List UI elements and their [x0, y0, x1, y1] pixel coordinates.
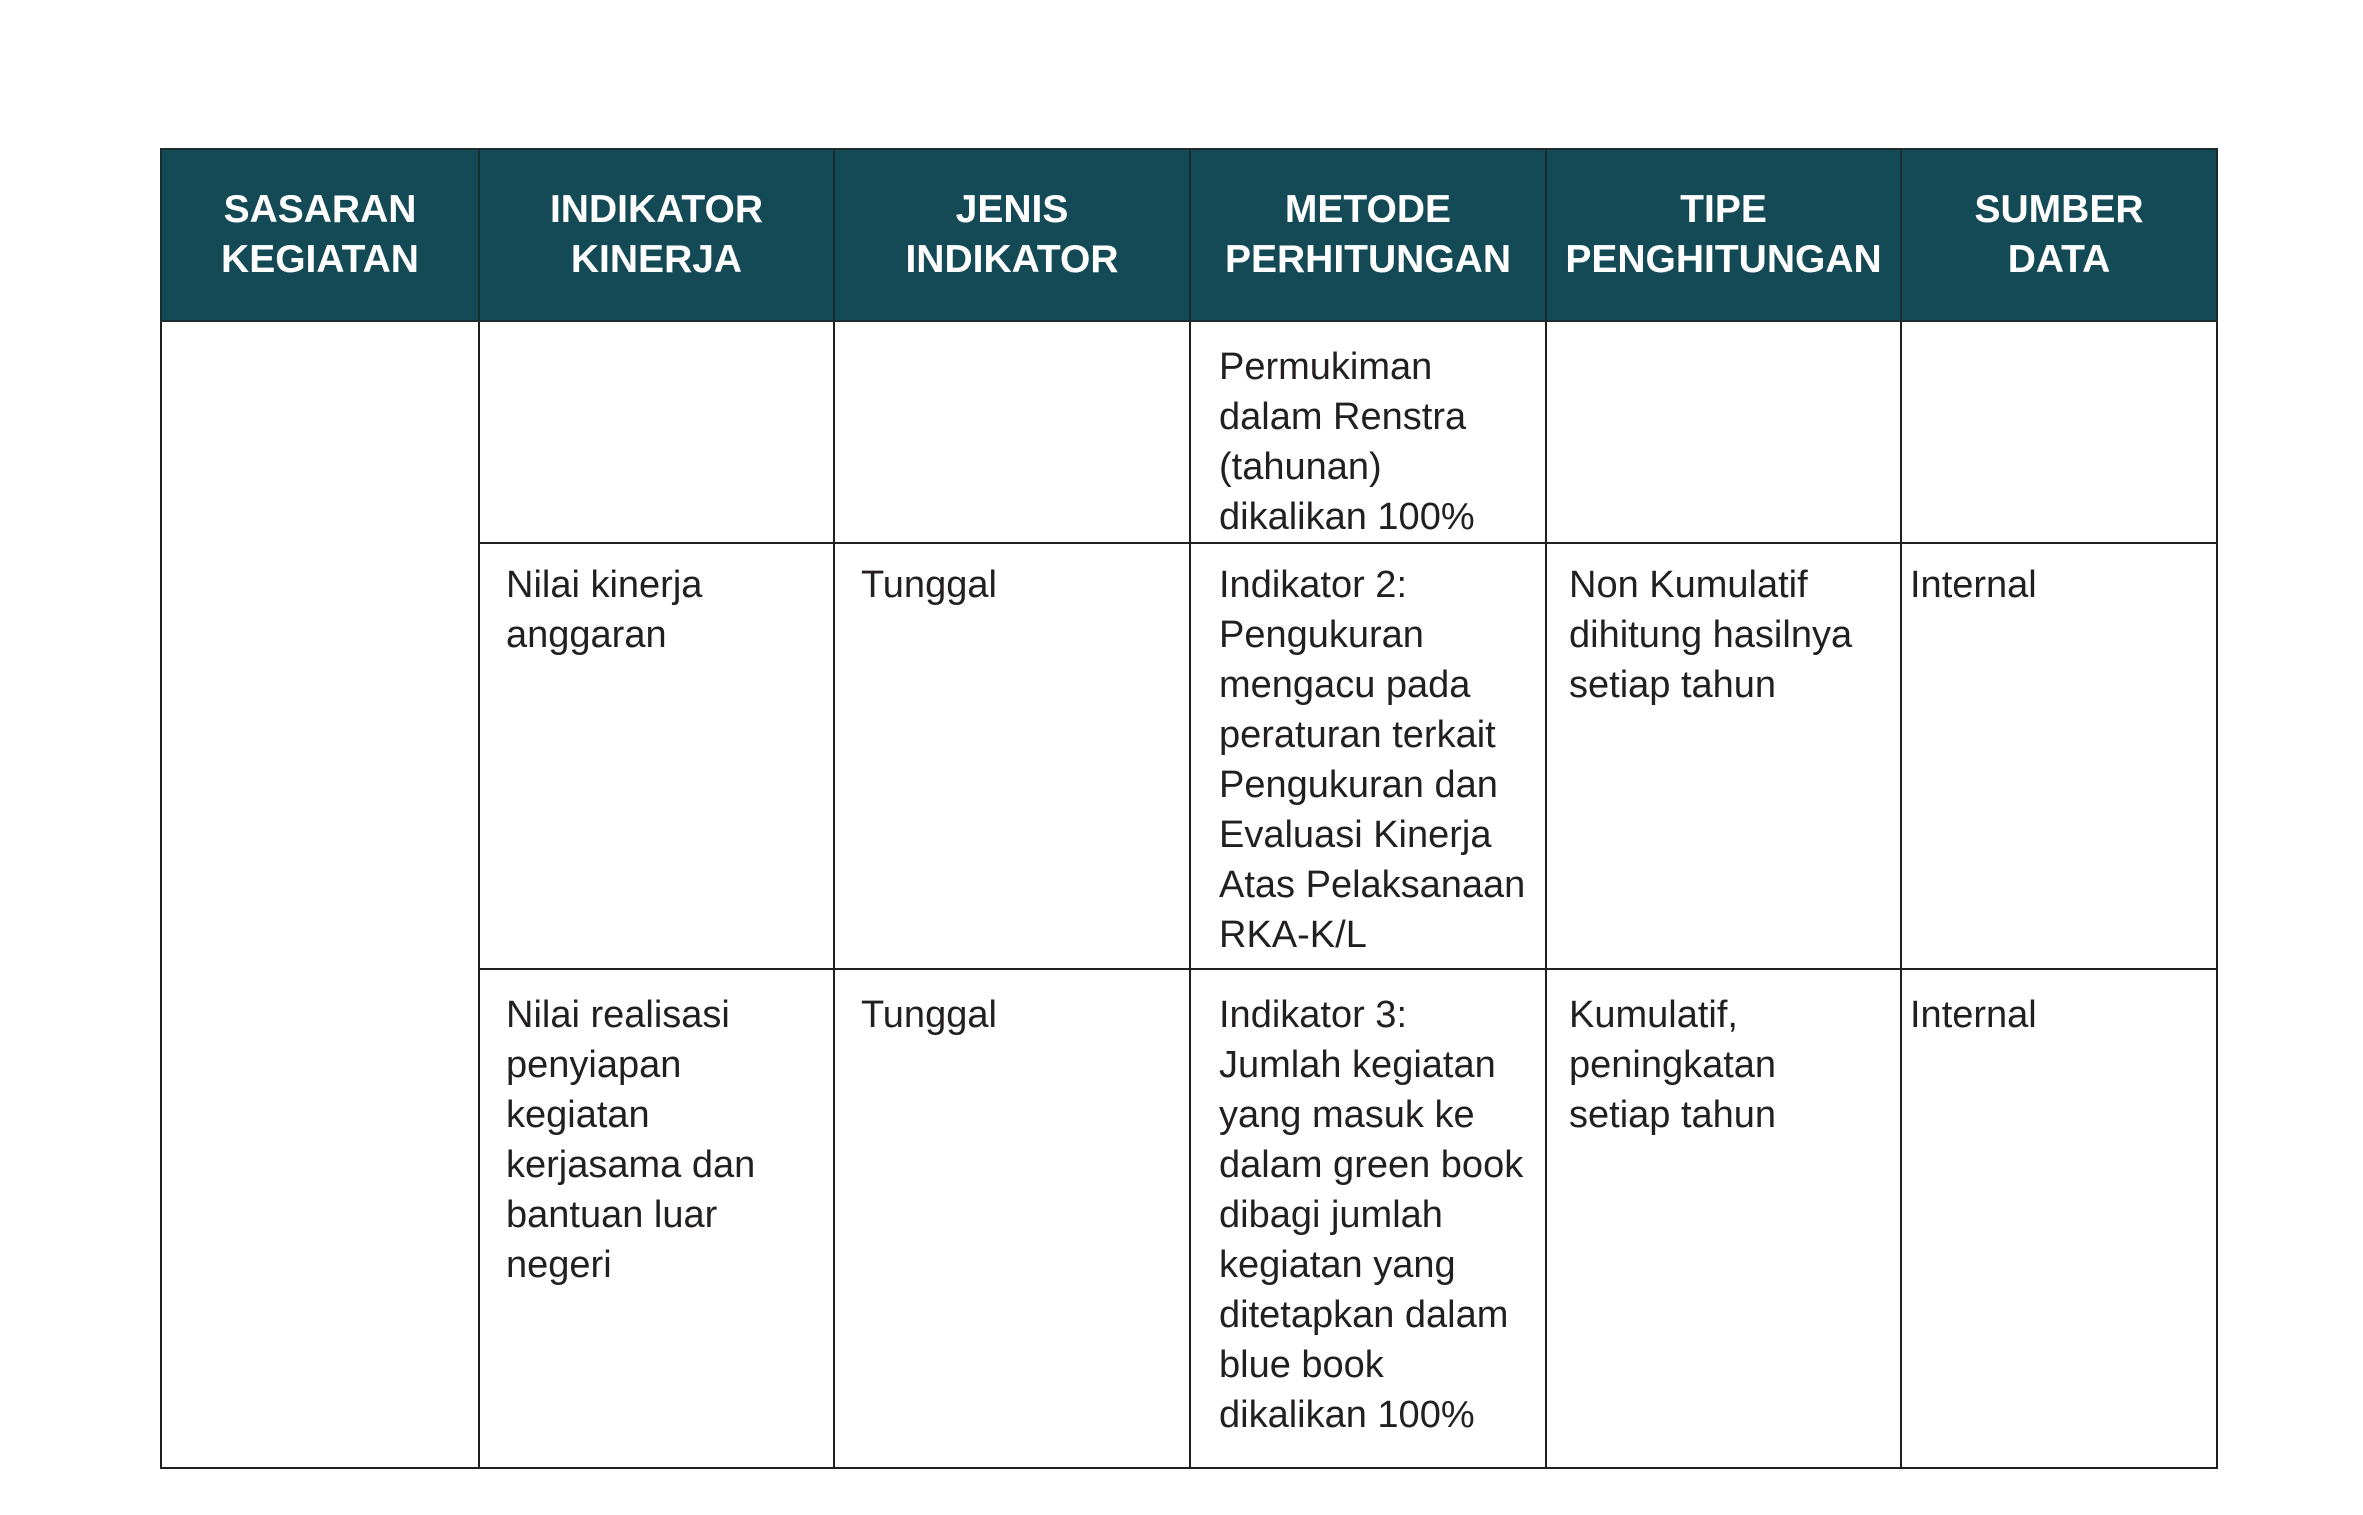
header-line: JENIS	[955, 188, 1069, 231]
cell-text: Nilai realisasi penyiapan kegiatan kerjasama dan bantuan luar negeri	[506, 994, 756, 1286]
cell-sumber	[1901, 543, 2217, 969]
cell-tipe	[1546, 321, 1901, 543]
table-body	[161, 321, 2217, 1468]
header-row	[161, 149, 2217, 321]
header-line: INDIKATOR	[549, 188, 764, 231]
header-tipe-penghitungan	[1546, 149, 1901, 321]
indicator-table	[160, 148, 2218, 1469]
cell-metode	[1190, 321, 1546, 543]
header-line: SUMBER	[1974, 188, 2144, 231]
header-indikator-kinerja	[479, 149, 834, 321]
cell-indikator	[479, 543, 834, 969]
cell-text: Kumulatif, peningkatan setiap tahun	[1569, 994, 1777, 1136]
header-metode-perhitungan	[1190, 149, 1546, 321]
cell-jenis	[834, 969, 1190, 1468]
cell-tipe	[1546, 543, 1901, 969]
cell-text: Nilai kinerja anggaran	[506, 564, 703, 656]
cell-text: Indikator 3: Jumlah kegiatan yang masuk ke dalam green book dibagi jumlah kegiatan yang ditetapkan dalam blue book dikalikan 100%	[1219, 994, 1524, 1436]
header-line: TIPE	[1680, 188, 1767, 231]
header-line: PERHITUNGAN	[1224, 238, 1511, 281]
header-jenis-indikator	[834, 149, 1190, 321]
cell-text: Permukiman dalam Renstra (tahunan) dikalikan 100%	[1219, 346, 1475, 538]
cell-metode	[1190, 969, 1546, 1468]
header-line: PENGHITUNGAN	[1565, 238, 1882, 281]
header-line: METODE	[1284, 188, 1452, 231]
cell-metode	[1190, 543, 1546, 969]
cell-sumber	[1901, 969, 2217, 1468]
header-sasaran-kegiatan	[161, 149, 479, 321]
cell-text: Internal	[1910, 564, 2037, 606]
header-line: DATA	[2007, 238, 2111, 281]
cell-sumber	[1901, 321, 2217, 543]
header-line: SASARAN	[223, 188, 417, 231]
cell-text: Tunggal	[861, 994, 997, 1036]
cell-jenis	[834, 543, 1190, 969]
cell-sasaran	[161, 321, 479, 1468]
header-line: INDIKATOR	[905, 238, 1119, 281]
cell-text: Tunggal	[861, 564, 997, 606]
cell-text: Non Kumulatif dihitung hasilnya setiap tahun	[1569, 564, 1853, 706]
table-header	[161, 149, 2217, 321]
cell-text: Indikator 2: Pengukuran mengacu pada peraturan terkait Pengukuran dan Evaluasi Kinerja Atas Pelaksanaan RKA-K/L	[1219, 564, 1526, 956]
table-row	[161, 321, 2217, 543]
cell-jenis	[834, 321, 1190, 543]
cell-tipe	[1546, 969, 1901, 1468]
cell-text: Internal	[1910, 994, 2037, 1036]
header-sumber-data	[1901, 149, 2217, 321]
header-line: KINERJA	[570, 238, 743, 281]
cell-indikator	[479, 969, 834, 1468]
cell-indikator	[479, 321, 834, 543]
header-line: KEGIATAN	[221, 238, 419, 281]
